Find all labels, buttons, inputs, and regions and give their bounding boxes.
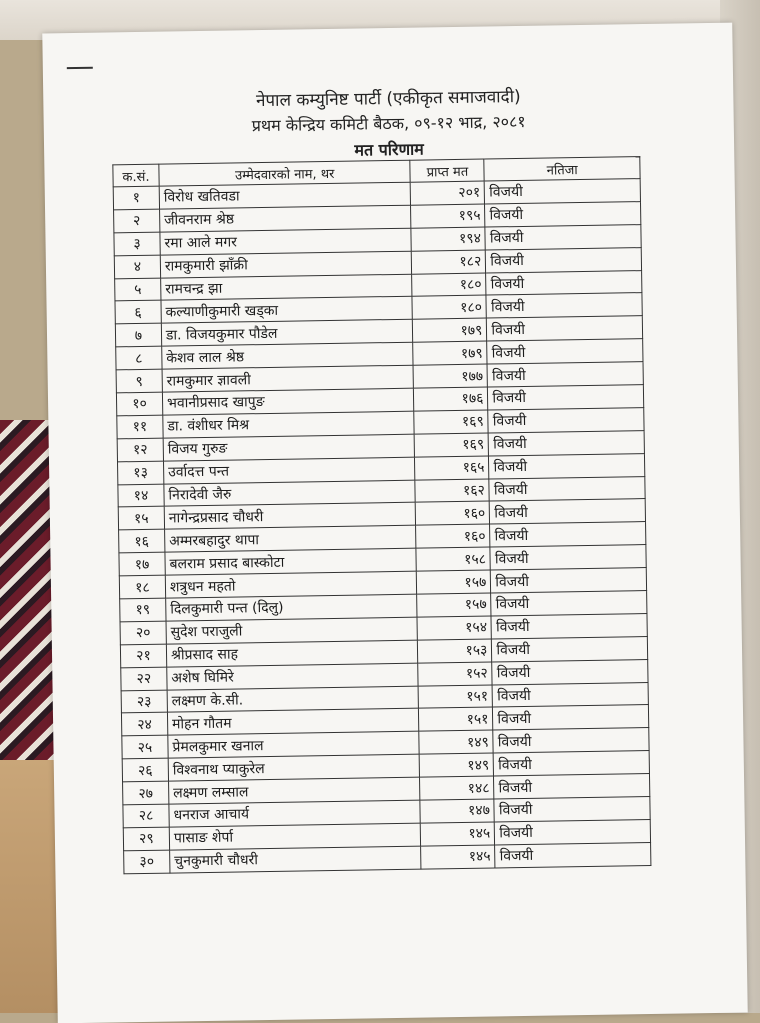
- votes-cell: १५८: [416, 547, 490, 571]
- serial-cell: ५: [115, 278, 161, 302]
- serial-cell: ८: [116, 346, 162, 370]
- candidate-name-cell: अशेष घिमिरे: [167, 663, 419, 690]
- result-cell: विजयी: [494, 751, 650, 776]
- candidate-name-cell: रमा आले मगर: [160, 228, 412, 255]
- result-cell: विजयी: [492, 659, 648, 684]
- candidate-name-cell: जीवनराम श्रेष्ठ: [159, 205, 411, 232]
- results-table: [112, 156, 651, 874]
- serial-cell: ६: [115, 301, 161, 325]
- result-cell: विजयी: [487, 316, 643, 341]
- result-cell: विजयी: [493, 728, 649, 753]
- votes-cell: १५३: [418, 639, 492, 663]
- votes-cell: १९४: [411, 227, 485, 251]
- serial-cell: १९: [120, 598, 166, 622]
- candidate-name-cell: रामकुमारी झाँक्री: [160, 251, 412, 278]
- serial-cell: ३: [114, 232, 160, 256]
- result-cell: विजयी: [488, 385, 644, 410]
- serial-cell: २६: [122, 758, 168, 782]
- candidate-name-cell: प्रेमलकुमार खनाल: [168, 732, 420, 759]
- candidate-name-cell: विरोध खतिवडा: [159, 182, 411, 209]
- votes-cell: १४५: [421, 845, 495, 869]
- serial-cell: १२: [117, 438, 163, 462]
- header-serial: क.सं.: [113, 164, 159, 187]
- result-cell: विजयी: [486, 270, 642, 295]
- result-cell: विजयी: [494, 774, 650, 799]
- table-body: [113, 179, 651, 874]
- serial-cell: ३०: [124, 850, 170, 874]
- candidate-name-cell: भवानीप्रसाद खापुङ: [162, 388, 414, 415]
- result-cell: विजयी: [487, 362, 643, 387]
- serial-cell: १४: [118, 484, 164, 508]
- votes-cell: १७९: [413, 318, 487, 342]
- serial-cell: २२: [121, 667, 167, 691]
- serial-cell: १३: [118, 461, 164, 485]
- votes-cell: १५७: [417, 593, 491, 617]
- votes-cell: १६०: [416, 524, 490, 548]
- candidate-name-cell: श्रीप्रसाद साह: [166, 640, 418, 667]
- votes-cell: १५४: [417, 616, 491, 640]
- votes-cell: १४९: [420, 753, 494, 777]
- votes-cell: १८०: [412, 273, 486, 297]
- candidate-name-cell: दिलकुमारी पन्त (दिलु): [166, 594, 418, 621]
- votes-cell: १५१: [419, 707, 493, 731]
- votes-cell: १५१: [419, 685, 493, 709]
- result-cell: विजयी: [487, 339, 643, 364]
- candidate-name-cell: रामकुमार ज्ञावली: [162, 365, 414, 392]
- votes-cell: १९५: [411, 204, 485, 228]
- meeting-title: प्रथम केन्द्रिय कमिटी बैठक, ०९-१२ भाद्र, २०८१: [251, 111, 526, 136]
- candidate-name-cell: निरादेवी जैरु: [164, 480, 416, 507]
- serial-cell: २५: [122, 735, 168, 759]
- result-cell: विजयी: [485, 224, 641, 249]
- result-cell: विजयी: [493, 705, 649, 730]
- candidate-name-cell: शत्रुधन महतो: [165, 571, 417, 598]
- document-page: [42, 23, 747, 1023]
- candidate-name-cell: विश्वनाथ प्याकुरेल: [168, 754, 420, 781]
- candidate-name-cell: रामचन्द्र झा: [161, 274, 413, 301]
- serial-cell: २९: [123, 827, 169, 851]
- result-cell: विजयी: [488, 407, 644, 432]
- serial-cell: ४: [114, 255, 160, 279]
- result-cell: विजयी: [494, 797, 650, 822]
- candidate-name-cell: बलराम प्रसाद बास्कोटा: [165, 548, 417, 575]
- header-candidate-name: उम्मेदवारको नाम, थर: [159, 160, 411, 186]
- serial-cell: १५: [118, 507, 164, 531]
- votes-cell: १५२: [418, 662, 492, 686]
- votes-cell: १७९: [413, 341, 487, 365]
- header-votes: प्राप्त मत: [410, 159, 484, 182]
- result-cell: विजयी: [495, 842, 651, 867]
- serial-cell: २८: [123, 804, 169, 828]
- result-cell: विजयी: [489, 476, 645, 501]
- candidate-name-cell: केशव लाल श्रेष्ठ: [162, 342, 414, 369]
- votes-cell: १७७: [414, 364, 488, 388]
- candidate-name-cell: उर्वादत्त पन्त: [163, 457, 415, 484]
- background-table-surface: [0, 760, 60, 1013]
- result-cell: विजयी: [490, 522, 646, 547]
- votes-cell: १४९: [419, 730, 493, 754]
- votes-cell: १६२: [415, 479, 489, 503]
- votes-cell: १६५: [415, 456, 489, 480]
- candidate-name-cell: चुनकुमारी चौधरी: [170, 846, 422, 873]
- candidate-name-cell: विजय गुरुङ: [163, 434, 415, 461]
- candidate-name-cell: अम्मरबहादुर थापा: [165, 526, 417, 553]
- serial-cell: २३: [121, 690, 167, 714]
- result-cell: विजयी: [488, 430, 644, 455]
- candidate-name-cell: सुदेश पराजुली: [166, 617, 418, 644]
- candidate-name-cell: मोहन गौतम: [167, 709, 419, 736]
- serial-cell: १८: [119, 575, 165, 599]
- party-name: नेपाल कम्युनिष्ट पार्टी (एकीकृत समाजवादी): [255, 86, 521, 112]
- result-cell: विजयी: [489, 453, 645, 478]
- result-cell: विजयी: [485, 179, 641, 204]
- result-cell: विजयी: [490, 499, 646, 524]
- serial-cell: १०: [116, 392, 162, 416]
- votes-cell: १८०: [412, 295, 486, 319]
- serial-cell: २: [114, 209, 160, 233]
- candidate-name-cell: नागेन्द्रप्रसाद चौधरी: [164, 503, 416, 530]
- result-cell: विजयी: [490, 545, 646, 570]
- votes-cell: १८२: [412, 250, 486, 274]
- result-cell: विजयी: [485, 201, 641, 226]
- result-cell: विजयी: [492, 682, 648, 707]
- votes-cell: १७६: [414, 387, 488, 411]
- serial-cell: ७: [115, 323, 161, 347]
- serial-cell: २१: [120, 644, 166, 668]
- votes-cell: १६९: [414, 410, 488, 434]
- candidate-name-cell: डा. विजयकुमार पौडेल: [161, 320, 413, 347]
- serial-cell: २४: [121, 713, 167, 737]
- votes-cell: १६०: [416, 501, 490, 525]
- serial-cell: २०: [120, 621, 166, 645]
- pen-mark: [67, 67, 93, 69]
- votes-cell: १४५: [421, 822, 495, 846]
- result-cell: विजयी: [492, 636, 648, 661]
- votes-cell: १५७: [417, 570, 491, 594]
- result-cell: विजयी: [491, 568, 647, 593]
- candidate-name-cell: धनराज आचार्य: [169, 800, 421, 827]
- header-result: नतिजा: [484, 157, 640, 181]
- candidate-name-cell: लक्ष्मण लम्साल: [168, 777, 420, 804]
- result-cell: विजयी: [491, 591, 647, 616]
- result-cell: विजयी: [486, 247, 642, 272]
- serial-cell: १: [113, 186, 159, 210]
- serial-cell: १७: [119, 552, 165, 576]
- serial-cell: ९: [116, 369, 162, 393]
- votes-cell: १६९: [415, 433, 489, 457]
- votes-cell: २०१: [411, 181, 485, 205]
- serial-cell: ११: [117, 415, 163, 439]
- candidate-name-cell: लक्ष्मण के.सी.: [167, 686, 419, 713]
- serial-cell: २७: [123, 781, 169, 805]
- candidate-name-cell: कल्याणीकुमारी खड्का: [161, 297, 413, 324]
- result-cell: विजयी: [495, 819, 651, 844]
- result-cell: विजयी: [486, 293, 642, 318]
- votes-cell: १४७: [420, 799, 494, 823]
- result-cell: विजयी: [491, 613, 647, 638]
- serial-cell: १६: [119, 529, 165, 553]
- candidate-name-cell: पासाङ शेर्पा: [169, 823, 421, 850]
- candidate-name-cell: डा. वंशीधर मिश्र: [163, 411, 415, 438]
- votes-cell: १४८: [420, 776, 494, 800]
- results-heading: मत परिणाम: [354, 139, 424, 160]
